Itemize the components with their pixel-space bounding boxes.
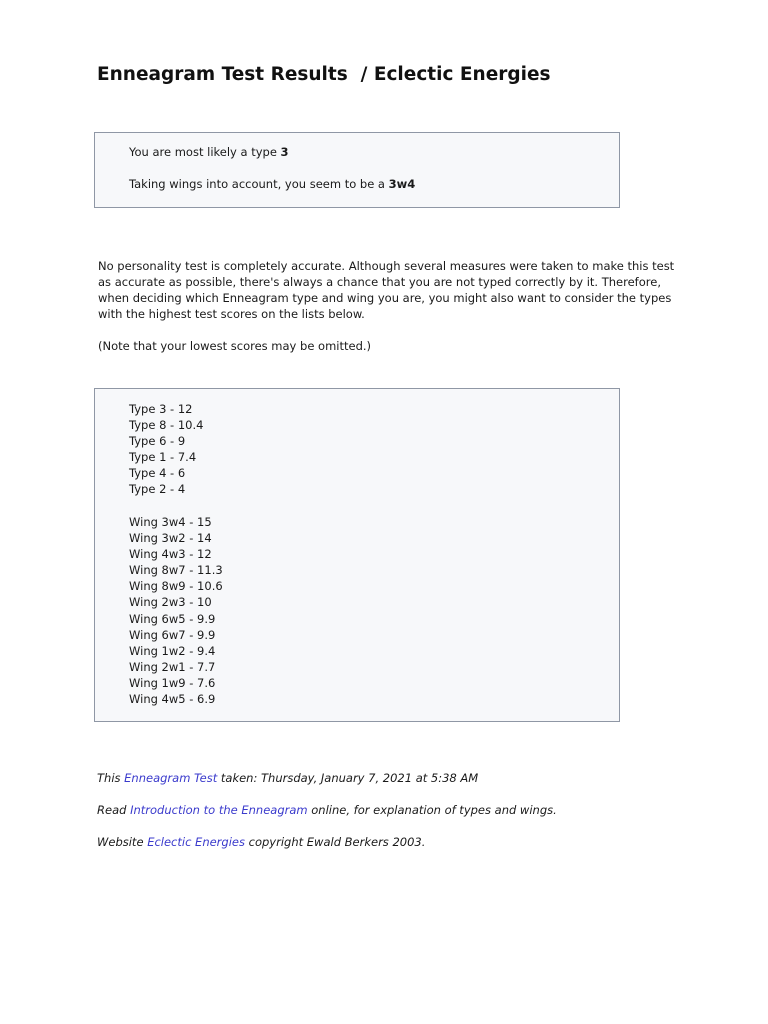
wing-score-item: Wing 6w5 - 9.9	[129, 611, 216, 626]
wing-score-item: Wing 2w1 - 7.7	[129, 659, 216, 674]
wing-scores-list	[129, 514, 223, 707]
most-likely-type-label: You are most likely a type	[129, 145, 281, 159]
page-title: Enneagram Test Results / Eclectic Energies	[97, 64, 551, 85]
wing-score-item: Wing 1w2 - 9.4	[129, 643, 216, 658]
wing-score-item: Wing 1w9 - 7.6	[129, 675, 216, 690]
scores-box	[94, 388, 620, 722]
wing-score-item: Wing 3w2 - 14	[129, 531, 212, 546]
most-likely-type-value: 3	[280, 145, 289, 159]
most-likely-type-line	[129, 145, 289, 159]
type-score-item: Type 3 - 12	[129, 402, 193, 416]
wing-score-item: Wing 8w9 - 10.6	[129, 579, 223, 594]
introduction-to-enneagram-link[interactable]: Introduction to the Enneagram	[130, 803, 308, 817]
eclectic-energies-link[interactable]: Eclectic Energies	[147, 835, 245, 849]
introduction-line	[97, 803, 557, 817]
disclaimer-paragraph: No personality test is completely accurate. Although several measures were taken to make this test as accurate as possible, there's always a chance that you are not typed correctly by it. Therefore, when deciding which Enneagram type and wing you are, you might also want to consider the types with the highest test scores on the lists below.	[98, 259, 675, 321]
wing-score-item: Wing 3w4 - 15	[129, 515, 212, 529]
type-score-item: Type 2 - 4	[129, 482, 186, 497]
wing-result-value: 3w4	[388, 177, 416, 191]
introduction-prefix: Read	[97, 803, 131, 817]
omitted-scores-note: (Note that your lowest scores may be omitted.)	[98, 339, 372, 353]
wing-score-item: Wing 4w5 - 6.9	[129, 692, 216, 707]
type-score-item: Type 4 - 6	[129, 466, 186, 481]
wing-score-item: Wing 6w7 - 9.9	[129, 627, 216, 642]
wing-score-item: Wing 8w7 - 11.3	[129, 563, 223, 578]
copyright-line	[97, 835, 425, 849]
type-score-item: Type 6 - 9	[129, 434, 186, 449]
type-score-item: Type 1 - 7.4	[129, 450, 197, 465]
result-box	[94, 132, 620, 208]
enneagram-test-link[interactable]: Enneagram Test	[124, 771, 218, 785]
wing-score-item: Wing 2w3 - 10	[129, 595, 212, 610]
type-scores-list	[129, 401, 203, 498]
test-taken-line	[97, 771, 478, 785]
test-taken-date: taken: Thursday, January 7, 2021 at 5:38 AM	[217, 771, 479, 785]
wing-score-item: Wing 4w3 - 12	[129, 547, 212, 562]
copyright-prefix: Website	[97, 835, 148, 849]
wing-result-label: Taking wings into account, you seem to be a	[129, 177, 389, 191]
copyright-suffix: copyright Ewald Berkers 2003.	[244, 835, 426, 849]
test-taken-prefix: This	[97, 771, 125, 785]
type-score-item: Type 8 - 10.4	[129, 418, 204, 433]
wing-result-line	[129, 177, 415, 191]
introduction-suffix: online, for explanation of types and wings.	[307, 803, 557, 817]
